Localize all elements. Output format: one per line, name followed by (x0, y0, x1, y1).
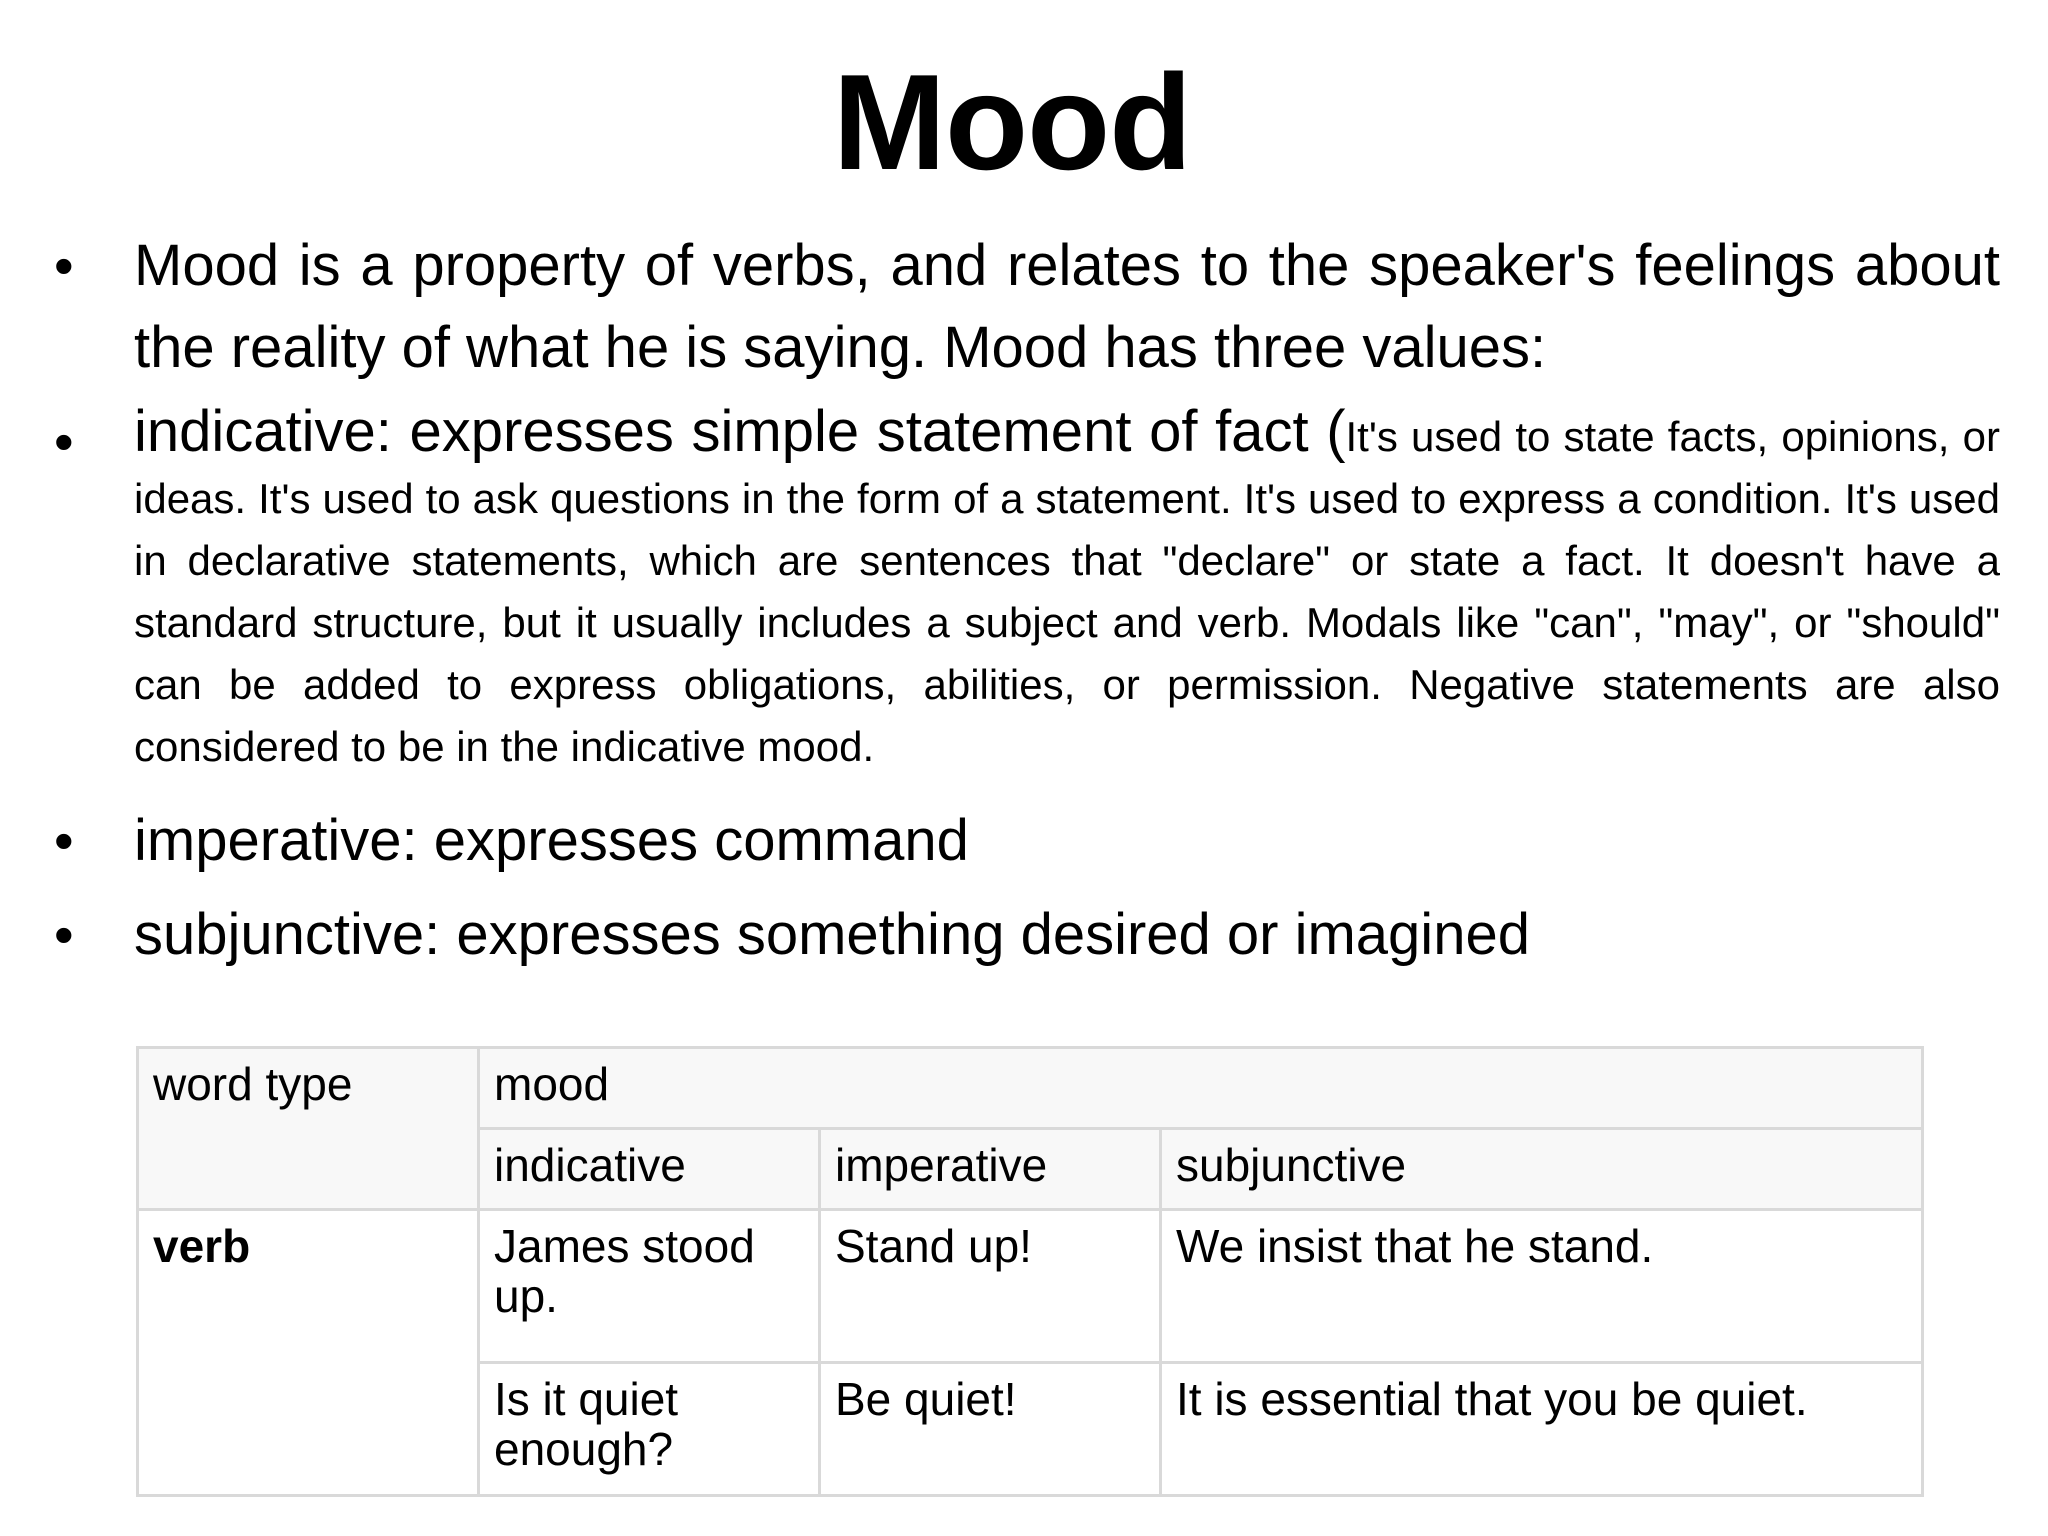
cell-imperative: Stand up! (820, 1210, 1161, 1363)
mood-table (136, 1046, 1924, 1497)
bullet-item-subjunctive (50, 894, 2000, 976)
bullet-list (50, 225, 2000, 976)
cell-indicative: Is it quiet enough? (479, 1363, 820, 1496)
table-row (138, 1210, 1923, 1363)
bullet-dot-icon: • (54, 410, 74, 473)
bullet-item-imperative (50, 800, 2000, 882)
cell-subjunctive: It is essential that you be quiet. (1161, 1363, 1923, 1496)
header-mood: mood (479, 1048, 1923, 1129)
bullet-text: imperative: expresses command (134, 808, 969, 873)
bullet-lead-text: indicative: expresses simple statement of fact ( (134, 399, 1346, 464)
bullet-item-indicative (50, 401, 2000, 778)
bullet-detail-text: It's used to state facts, opinions, or ideas. It's used to ask questions in the form of a statement. It's used to express a condition. It's used in declarative statements, which are sentences that "declare" or state a fact. It doesn't have a standard structure, but it usually includes a subject and verb. Modals like "can", "may", or "should" can be added to express obligations, abilities, or permission. Negative statements are also considered to be in the indicative mood. (134, 413, 2000, 770)
table-header-row (138, 1048, 1923, 1129)
bullet-text: subjunctive: expresses something desired or imagined (134, 902, 1530, 967)
bullet-item-mood-definition (50, 225, 2000, 389)
bullet-dot-icon: • (54, 234, 74, 297)
bullet-dot-icon: • (54, 809, 74, 872)
bullet-dot-icon: • (54, 903, 74, 966)
header-word-type: word type (138, 1048, 479, 1210)
bullet-text: Mood is a property of verbs, and relates to the speaker's feelings about the reality of what he is saying. Mood has three values: (134, 233, 2000, 380)
cell-word-type: verb (138, 1210, 479, 1496)
cell-imperative: Be quiet! (820, 1363, 1161, 1496)
cell-indicative: James stood up. (479, 1210, 820, 1363)
header-indicative: indicative (479, 1129, 820, 1210)
cell-subjunctive: We insist that he stand. (1161, 1210, 1923, 1363)
header-imperative: imperative (820, 1129, 1161, 1210)
slide-title: Mood (832, 46, 1192, 198)
header-subjunctive: subjunctive (1161, 1129, 1923, 1210)
